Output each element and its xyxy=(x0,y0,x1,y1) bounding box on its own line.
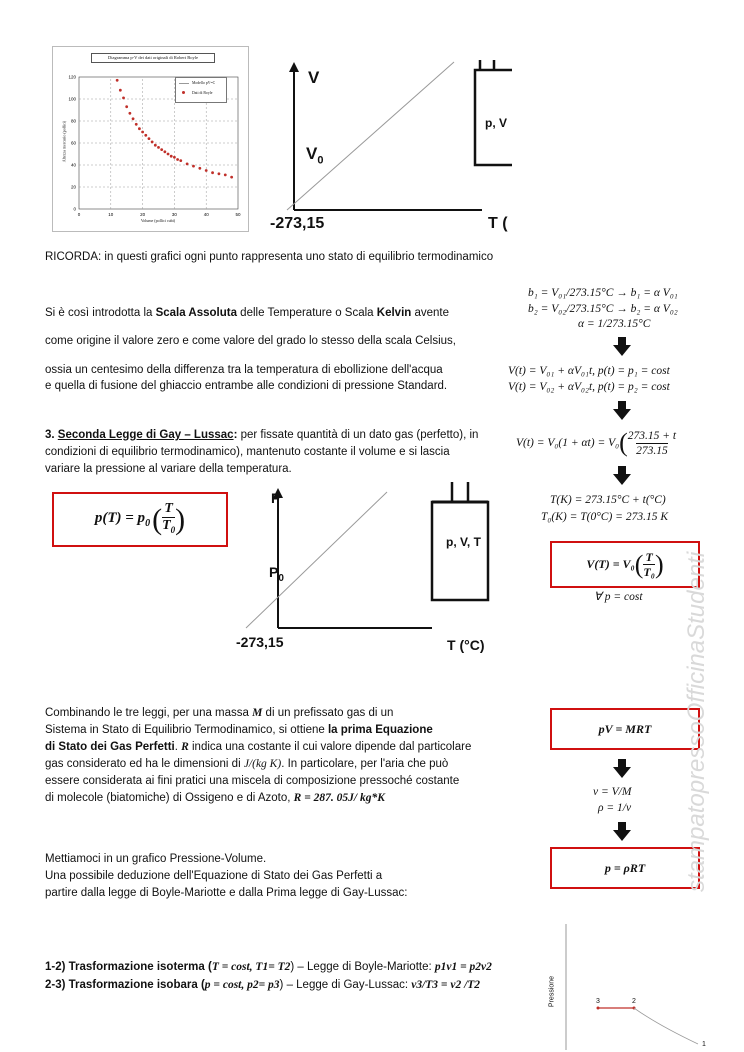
kelvin-line1 xyxy=(45,306,449,321)
gaylussac-text1: per fissate quantità di un dato gas (perfetto), in xyxy=(237,429,479,441)
boyle-figure xyxy=(52,46,249,232)
comb-l3c: R xyxy=(181,741,189,753)
comb-line6 xyxy=(45,791,385,806)
boyle-data-point xyxy=(186,163,189,166)
pv-ylabel: Pressione xyxy=(548,975,556,1008)
eq-forall: ∀ p = cost xyxy=(594,591,643,603)
comb-l1a: Combinando le tre leggi, per una massa xyxy=(45,707,253,719)
boyle-data-point xyxy=(173,156,176,159)
kelvin-bold-scala: Scala Assoluta xyxy=(155,307,237,319)
gaylussac-xlabel: T (°C) xyxy=(447,637,485,653)
boyle-data-point xyxy=(151,141,154,144)
pv-point2: 2 xyxy=(632,998,636,1005)
trasf-b2: p = cost, p2= p3 xyxy=(204,979,280,991)
boyle-data-point xyxy=(167,153,170,156)
kelvin-text-e: avente xyxy=(411,307,450,319)
eq-vt-den: 273.15 xyxy=(636,444,668,457)
formula-pT-den: T xyxy=(162,518,171,534)
mett-line3: partire dalla legge di Boyle-Mariotte e dalla Prima legge di Gay-Lussac: xyxy=(45,887,408,899)
comb-line2 xyxy=(45,723,433,738)
legend-model xyxy=(176,78,226,88)
eq-b2: b₂ = V₀₂/273.15°C → b₂ = α V₀₂ xyxy=(528,303,678,315)
trasf-line1 xyxy=(45,960,492,975)
eq-vt-num: 273.15 + t xyxy=(627,429,677,442)
trasf-b3: ) – Legge di Gay-Lussac: xyxy=(279,979,412,991)
comb-line1 xyxy=(45,706,393,721)
kelvin-line4: e quella di fusione del ghiaccio entrambe alle condizioni di pressione Standard. xyxy=(45,380,448,392)
trasf-a2: T = cost, T1= T2 xyxy=(211,961,291,973)
formula-VT-box: V(T) = V₀ ( $\frac{T}{\text{T₀}}$ ) xyxy=(550,541,700,588)
boyle-data-point xyxy=(160,148,163,151)
boyle-data-point xyxy=(154,144,157,147)
boyle-data-point xyxy=(141,131,144,134)
legend-model-label: Modello pV=C xyxy=(192,81,216,85)
eq-t0: T₀(K) = T(0°C) = 273.15 K xyxy=(541,511,668,523)
boyle-data-point xyxy=(179,159,182,162)
comb-l2b: la prima Equazione xyxy=(327,724,433,736)
boyle-data-point xyxy=(198,167,201,170)
arrow-down-icon xyxy=(618,759,626,767)
boyle-xtick-label: 0 xyxy=(77,212,81,217)
boyle-data-point xyxy=(163,150,166,153)
boyle-xtick-label: 30 xyxy=(171,212,177,217)
eq-p-box xyxy=(550,847,700,889)
boyle-xtick-label: 10 xyxy=(108,212,114,217)
trasf-b4: v3/T3 = v2 /T2 xyxy=(411,979,481,991)
boyle-data-point xyxy=(218,172,221,175)
boyle-ytick-label: 20 xyxy=(70,184,76,190)
formula-pT-lhs xyxy=(95,510,150,529)
eq-tk: T(K) = 273.15°C + t(°C) xyxy=(550,494,666,506)
pv-point1: 1 xyxy=(702,1041,706,1048)
comb-l6a: di molecole (biatomiche) di Ossigeno e di Azoto, xyxy=(45,792,294,804)
eq-alpha: α = 1/273.15°C xyxy=(578,318,651,330)
watermark: stampatopressoOfficinaStudenti xyxy=(683,551,710,892)
boyle-data-point xyxy=(224,174,227,177)
charles-ylabel: V xyxy=(308,68,320,87)
arrow-down-icon xyxy=(613,767,631,778)
boyle-data-point xyxy=(135,123,138,126)
eq-v2: V(t) = V₀₂ + αV₀₂t, p(t) = p₂ = cost xyxy=(508,381,670,393)
boyle-chart xyxy=(53,47,248,231)
boyle-data-point xyxy=(116,79,119,82)
comb-l3d: indica una costante il cui valore dipende dal particolare xyxy=(188,741,472,753)
boyle-ylabel: Altezza mercurio (pollici) xyxy=(61,120,67,163)
boyle-legend xyxy=(175,77,227,103)
comb-l2a: Sistema in Stato di Equilibrio Termodinamico, si ottiene xyxy=(45,724,328,736)
trasf-a1: 1-2) Trasformazione isoterma ( xyxy=(45,961,212,973)
mett-line2: Una possibile deduzione dell'Equazione di Stato dei Gas Perfetti a xyxy=(45,870,383,882)
eq-p: p = ρRT xyxy=(604,860,646,875)
gaylussac-num: 3. xyxy=(45,429,58,441)
charles-xorigin: -273,15 xyxy=(270,215,325,232)
gaylussac-p0-letter: P xyxy=(269,564,279,580)
formula-VT-lhs: V(T) = V₀ xyxy=(586,557,635,571)
legend-data xyxy=(176,88,226,98)
boyle-ytick-label: 100 xyxy=(68,96,76,102)
charles-graph xyxy=(262,60,512,240)
piston-label-top: p, V xyxy=(485,116,508,130)
kelvin-bold-kelvin: Kelvin xyxy=(376,307,412,319)
ricorda-text: RICORDA: in questi grafici ogni punto rappresenta uno stato di equilibrio termodinamico xyxy=(45,251,494,263)
comb-line3 xyxy=(45,740,471,755)
arrow-down-icon xyxy=(618,401,626,409)
charles-v0-sub: 0 xyxy=(317,154,324,167)
boyle-data-point xyxy=(122,97,125,100)
comb-l4b: J/(kg K) xyxy=(243,758,282,770)
pv-graph xyxy=(548,920,718,1052)
eq-rho: ρ = 1/v xyxy=(598,802,632,814)
trasf-a4: p1v1 = p2v2 xyxy=(434,961,492,973)
boyle-data-point xyxy=(125,105,128,108)
boyle-xtick-label: 40 xyxy=(203,212,209,217)
trasf-a3: ) – Legge di Boyle-Mariotte: xyxy=(290,961,435,973)
trasf-line2 xyxy=(45,978,480,993)
boyle-data-point xyxy=(132,117,135,120)
gaylussac-line2: condizioni di equilibrio termodinamico), mantenuto costante il volume e si lascia xyxy=(45,446,450,458)
arrow-down-icon xyxy=(613,830,631,841)
kelvin-text-c: delle Temperature o Scala xyxy=(236,307,377,319)
gaylussac-title: Seconda Legge di Gay – Lussac xyxy=(57,429,234,441)
eq-v1: V(t) = V₀₁ + αV₀₁t, p(t) = p₁ = cost xyxy=(508,365,670,377)
legend-data-label: Dati di Boyle xyxy=(192,91,213,95)
boyle-data-point xyxy=(119,89,122,92)
comb-l3a: di Stato dei Gas Perfetti xyxy=(45,741,175,753)
boyle-xtick-label: 20 xyxy=(140,212,146,217)
arrow-down-icon xyxy=(618,337,626,345)
arrow-down-icon xyxy=(618,466,626,474)
eq-pV-box xyxy=(550,708,700,750)
gaylussac-line3: variare la pressione al variare della temperatura. xyxy=(45,463,292,475)
boyle-ytick-label: 80 xyxy=(70,118,76,124)
charles-xlabel: T ( xyxy=(488,215,508,232)
arrow-down-icon xyxy=(613,474,631,485)
formula-pT-sub: 0 xyxy=(145,518,151,529)
boyle-data-point xyxy=(230,176,233,179)
formula-pT-densub: 0 xyxy=(170,524,176,535)
formula-pT-box: $p(T) = p_0$ ( T $T_0$ ) xyxy=(52,492,228,547)
formula-pT-num: T xyxy=(164,501,173,517)
gaylussac-p0-sub: 0 xyxy=(278,572,284,584)
boyle-xtick-label: 50 xyxy=(235,212,241,217)
boyle-data-point xyxy=(128,112,131,115)
formula-VT-den: T₀ xyxy=(643,565,655,579)
boyle-data-point xyxy=(176,158,179,161)
boyle-data-point xyxy=(157,146,160,149)
comb-line5: essere considerata ai fini pratici una miscela di composizione pressoché costante xyxy=(45,775,460,787)
comb-l4a: gas considerato ed ha le dimensioni di xyxy=(45,758,244,770)
arrow-down-icon xyxy=(613,345,631,356)
pv-point3: 3 xyxy=(596,998,600,1005)
gaylussac-line1 xyxy=(45,428,478,443)
boyle-data-point xyxy=(192,165,195,168)
eq-vt: V(t) = V₀(1 + αt) = V₀ ( $\frac{273.15 + t}{273.15}$ xyxy=(516,428,677,457)
mett-line1: Mettiamoci in un grafico Pressione-Volume. xyxy=(45,853,267,865)
formula-pT-fraction xyxy=(162,501,175,538)
comb-line4 xyxy=(45,757,448,772)
comb-l6b: R = 287. 05J/ kg*K xyxy=(293,792,385,804)
gaylussac-p0 xyxy=(269,564,284,584)
boyle-data-point xyxy=(138,127,141,130)
formula-pT-lhs-text: p(T) = p xyxy=(94,510,146,526)
kelvin-text-a: Si è così introdotta la xyxy=(45,307,156,319)
boyle-title: Diagramma p-V dei dati originali di Robert Boyle xyxy=(91,53,215,63)
boyle-data-point xyxy=(144,134,147,137)
comb-l4c: . In particolare, per l'aria che può xyxy=(281,758,449,770)
eq-vt-lhs: V(t) = V₀(1 + αt) = V₀ xyxy=(516,437,620,449)
formula-VT-num: T xyxy=(645,550,653,564)
gaylussac-colon: : xyxy=(233,429,238,441)
comb-l1c: di un prefissato gas di un xyxy=(262,707,394,719)
comb-l3b: . xyxy=(174,741,182,753)
gaylussac-ylabel: P xyxy=(271,490,281,506)
boyle-ytick-label: 0 xyxy=(73,206,76,212)
comb-l1b: M xyxy=(252,707,263,719)
boyle-data-point xyxy=(148,137,151,140)
boyle-ytick-label: 40 xyxy=(70,162,76,168)
boyle-xlabel: Volume (pollici cubi) xyxy=(140,218,176,223)
boyle-data-point xyxy=(170,155,173,158)
boyle-ytick-label: 120 xyxy=(68,74,76,80)
eq-pV: pV = MRT xyxy=(598,721,652,736)
eq-b1: b₁ = V₀₁/273.15°C → b₁ = α V₀₁ xyxy=(528,287,678,299)
kelvin-line2: come origine il valore zero e come valore del grado lo stesso della scala Celsius, xyxy=(45,335,457,347)
boyle-data-point xyxy=(211,171,214,174)
trasf-b1: 2-3) Trasformazione isobara ( xyxy=(45,979,205,991)
charles-v0 xyxy=(306,144,323,166)
boyle-data-point xyxy=(205,169,208,172)
piston-label: p, V, T xyxy=(446,535,481,549)
eq-v: v = V/M xyxy=(593,786,632,798)
arrow-down-icon xyxy=(618,822,626,830)
gaylussac-xorigin: -273,15 xyxy=(236,634,284,650)
arrow-down-icon xyxy=(613,409,631,420)
kelvin-line3: ossia un centesimo della differenza tra la temperatura di ebollizione dell'acqua xyxy=(45,364,443,376)
charles-v0-letter: V xyxy=(306,144,318,163)
boyle-ytick-label: 60 xyxy=(70,140,76,146)
